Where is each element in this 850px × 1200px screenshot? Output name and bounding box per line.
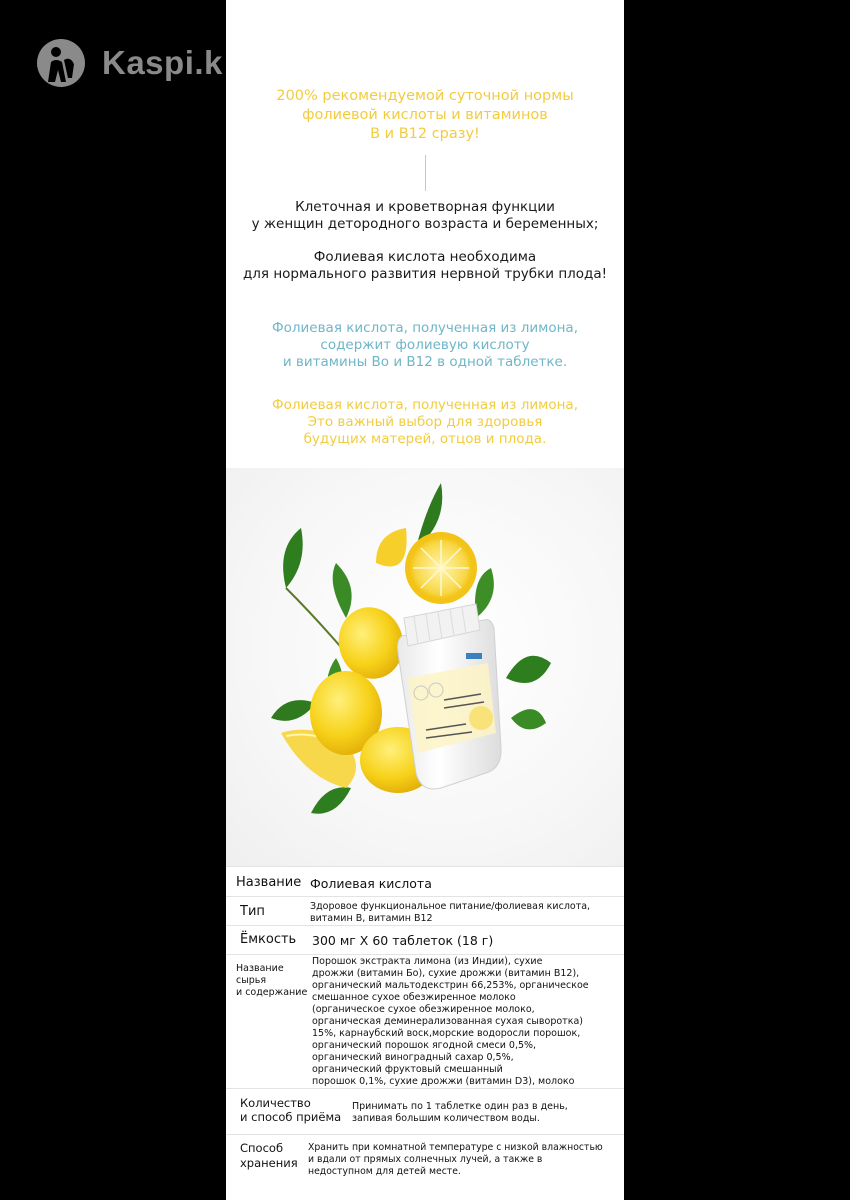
health-choice-text [226, 397, 624, 448]
text-line: недоступном для детей месте. [308, 1166, 461, 1177]
text-line: органический виноградный сахар 0,5%, [312, 1052, 514, 1063]
spec-value [312, 956, 589, 1088]
spec-row-dosage [226, 1088, 624, 1135]
text-line: органический мальтодекстрин 66,253%, органическое [312, 980, 589, 991]
text-line: Фолиевая кислота, полученная из лимона, [272, 397, 578, 413]
text-line: и витамины Bo и В12 в одной таблетке. [282, 354, 568, 370]
spec-label: Название [236, 875, 302, 890]
spec-row-capacity [226, 925, 624, 955]
text-line: дрожжи (витамин Бо), сухие дрожжи (витамин В12), [312, 968, 580, 979]
spec-label [236, 963, 307, 999]
spec-row-ingredients [226, 954, 624, 1089]
text-line: витамин В, витамин В12 [310, 913, 433, 924]
spec-value: 300 мг Х 60 таблеток (18 г) [312, 933, 494, 948]
spec-row-name [226, 866, 624, 897]
text-line: и содержание [236, 987, 308, 998]
text-line: Принимать по 1 таблетке один раз в день, [352, 1101, 568, 1112]
spec-value [308, 1142, 603, 1178]
text-line: Фолиевая кислота, полученная из лимона, [272, 320, 578, 336]
kaspi-logo [36, 38, 223, 88]
text-line: и способ приёма [240, 1110, 342, 1124]
text-line: Фолиевая кислота необходима [313, 249, 537, 265]
spec-row-type [226, 896, 624, 926]
text-line: смешанное сухое обезжиренное молоко [312, 992, 516, 1003]
text-line: Количество [240, 1096, 311, 1110]
spec-value [352, 1101, 568, 1125]
divider-line [425, 155, 426, 191]
text-line: у женщин детородного возраста и беременных; [251, 216, 599, 232]
text-line: запивая большим количеством воды. [352, 1113, 540, 1124]
spec-label [240, 1096, 341, 1124]
text-line: и вдали от прямых солнечных лучей, а также в [308, 1154, 543, 1165]
text-line: органический порошок ягодной смеси 0,5%, [312, 1040, 537, 1051]
spec-row-storage [226, 1134, 624, 1200]
product-description-sheet [226, 0, 624, 1200]
text-line: органическая деминерализованная сухая сыворотка) [312, 1016, 583, 1027]
spec-value [310, 901, 590, 925]
necessity-text [226, 249, 624, 283]
spec-value: Фолиевая кислота [310, 876, 432, 891]
kaspi-logo-text: Kaspi.k [102, 44, 223, 81]
text-line: Это важный выбор для здоровья [307, 414, 543, 430]
text-line: хранения [240, 1156, 298, 1170]
text-line: будущих матерей, отцов и плода. [303, 431, 547, 447]
text-line: содержит фолиевую кислоту [320, 337, 530, 353]
function-text [226, 199, 624, 233]
headline-line: 200% рекомендуемой суточной нормы [276, 88, 574, 104]
headline-line: В и В12 сразу! [370, 126, 480, 142]
text-line: для нормального развития нервной трубки плода! [242, 266, 608, 282]
text-line: Хранить при комнатной температуре с низкой влажностью [308, 1142, 603, 1153]
text-line: Способ [240, 1141, 284, 1155]
product-photo [226, 468, 624, 866]
kaspi-logo-icon [36, 38, 86, 88]
spec-label: Ёмкость [240, 932, 297, 947]
text-line: органический фруктовый смешанный [312, 1064, 503, 1075]
text-line: Название [236, 963, 284, 974]
headline-line: фолиевой кислоты и витаминов [302, 107, 548, 123]
headline [226, 87, 624, 144]
text-line: 15%, карнаубский воск,морские водоросли порошок, [312, 1028, 581, 1039]
text-line: Порошок экстракта лимона (из Индии), сухие [312, 956, 543, 967]
lemon-source-text [226, 320, 624, 371]
spec-label [240, 1141, 298, 1171]
text-line: порошок 0,1%, сухие дрожжи (витамин D3), молоко [312, 1076, 575, 1087]
text-line: Здоровое функциональное питание/фолиевая кислота, [310, 901, 591, 912]
text-line: (органическое сухое обезжиренное молоко, [312, 1004, 535, 1015]
spec-label: Тип [240, 904, 265, 919]
text-line: Клеточная и кроветворная функции [295, 199, 555, 215]
text-line: сырья [236, 975, 267, 986]
